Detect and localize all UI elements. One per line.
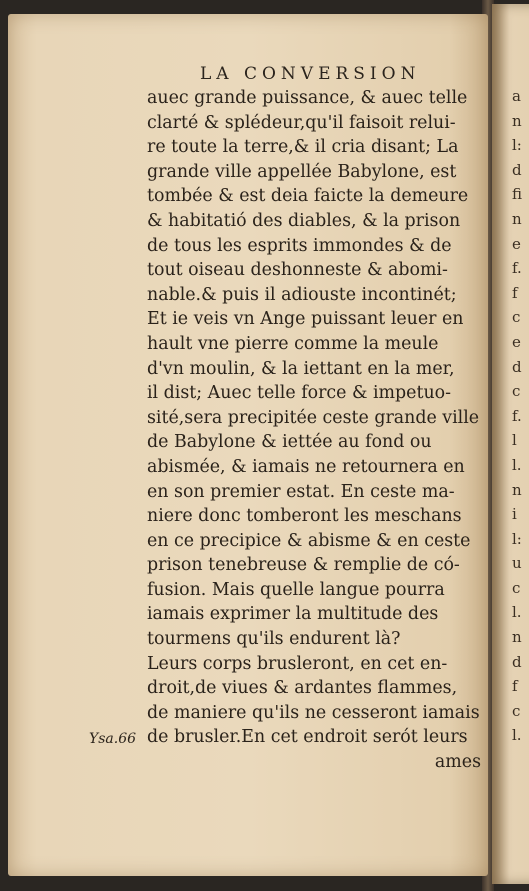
text-line: d'vn moulin, & la iettant en la mer, xyxy=(147,358,455,379)
text-line: prison tenebreuse & remplie de có- xyxy=(147,555,460,576)
text-line: de brusler.En cet endroit serót leurs xyxy=(147,727,468,748)
edge-letter: d xyxy=(512,160,522,179)
text-line: clarté & splédeur,qu'il faisoit relui- xyxy=(147,112,456,133)
edge-letter: f xyxy=(512,283,518,302)
text-line: de Babylone & iettée au fond ou xyxy=(147,432,432,453)
edge-letter: c xyxy=(512,308,521,327)
text-line: hault vne pierre comme la meule xyxy=(147,333,439,354)
text-line: tourmens qu'ils endurent là? xyxy=(147,629,401,650)
text-line: tombée & est deia faicte la demeure xyxy=(147,186,469,207)
text-line: de maniere qu'ils ne cesseront iamais xyxy=(147,702,480,723)
text-line: de tous les esprits immondes & de xyxy=(147,235,452,256)
text-line: iamais exprimer la multitude des xyxy=(147,604,439,625)
edge-letter: n xyxy=(512,209,522,228)
text-line: re toute la terre,& il cria disant; La xyxy=(147,137,459,158)
text-line: auec grande puissance, & auec telle xyxy=(147,88,468,108)
edge-letter: u xyxy=(512,554,522,573)
edge-letter: l: xyxy=(512,136,522,155)
edge-letter: d xyxy=(512,652,522,671)
edge-letter: l: xyxy=(512,529,522,548)
edge-letter: n xyxy=(512,111,522,130)
facing-page-edge-text xyxy=(512,84,528,748)
text-line: sité,sera precipitée ceste grande ville xyxy=(147,407,480,428)
text-line: droit,de viues & ardantes flammes, xyxy=(147,678,458,699)
edge-letter: i xyxy=(512,505,517,524)
running-head: LA CONVERSION xyxy=(200,64,421,84)
edge-letter: l. xyxy=(512,726,522,745)
text-line: nable.& puis il adiouste incontinét; xyxy=(147,284,457,305)
text-line: fusion. Mais quelle langue pourra xyxy=(147,579,445,600)
text-line: abismée, & iamais ne retournera en xyxy=(147,456,465,477)
catchword: ames xyxy=(434,752,481,773)
edge-letter: e xyxy=(512,234,521,253)
text-line: tout oiseau deshonneste & abomi- xyxy=(147,260,448,281)
text-line: grande ville appellée Babylone, est xyxy=(147,161,457,182)
edge-letter: l. xyxy=(512,603,522,622)
edge-letter: a xyxy=(512,87,521,105)
edge-letter: f. xyxy=(512,406,522,425)
text-line: & habitatió des diables, & la prison xyxy=(147,210,461,231)
edge-letter: n xyxy=(512,628,522,647)
edge-letter: l. xyxy=(512,455,522,474)
page-body xyxy=(147,86,485,775)
text-line: en ce precipice & abisme & en ceste xyxy=(147,530,471,551)
edge-letter: fi xyxy=(512,185,523,204)
text-line: Et ie veis vn Ange puissant leuer en xyxy=(147,309,464,330)
text-line: il dist; Auec telle force & impetuo- xyxy=(147,383,451,404)
edge-letter: c xyxy=(512,701,521,720)
edge-letter: l xyxy=(512,431,517,450)
text-line: Leurs corps brusleront, en cet en- xyxy=(147,653,448,674)
margin-note: Ysa.66 xyxy=(89,731,137,747)
edge-letter: n xyxy=(512,480,522,499)
edge-letter: f. xyxy=(512,259,522,278)
text-line: en son premier estat. En ceste ma- xyxy=(147,481,455,502)
text-line: niere donc tomberont les meschans xyxy=(147,506,462,527)
edge-letter: c xyxy=(512,382,521,401)
edge-letter: d xyxy=(512,357,522,376)
edge-letter: e xyxy=(512,332,521,351)
edge-letter: f xyxy=(512,677,518,696)
edge-letter: c xyxy=(512,578,521,597)
